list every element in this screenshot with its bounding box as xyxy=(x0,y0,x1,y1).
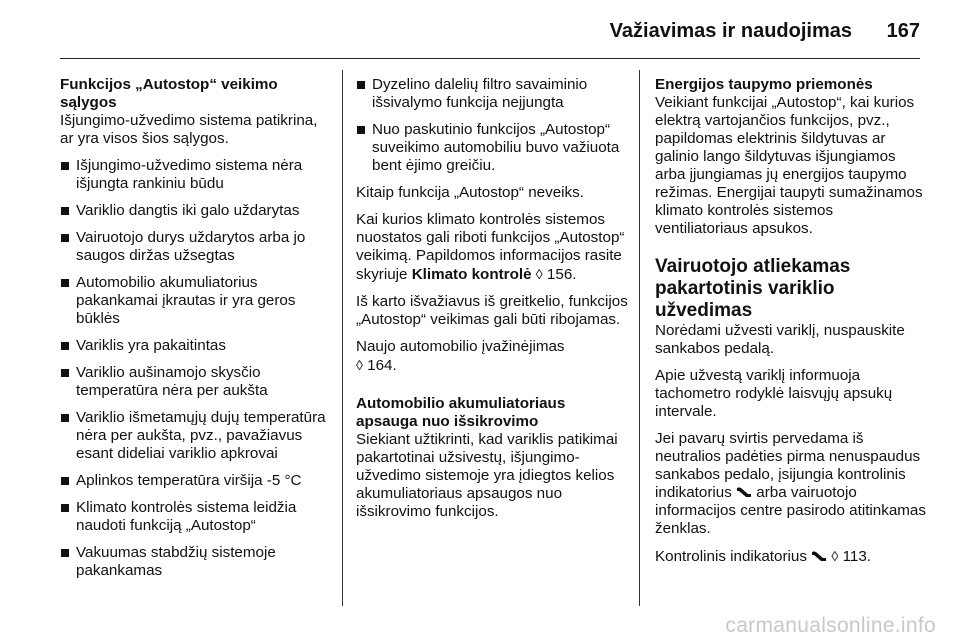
bullet-icon xyxy=(61,549,69,557)
bullet-icon xyxy=(61,207,69,215)
list-item: Dyzelino dalelių filtro savaiminio išsivalymo funkcija neįjungta xyxy=(356,76,628,112)
column-2 xyxy=(356,76,628,530)
bullet-icon xyxy=(61,504,69,512)
bullet-icon xyxy=(61,369,69,377)
list-item: Klimato kontrolės sistema leidžia naudoti funkciją „Autostop“ xyxy=(60,499,330,535)
paragraph: Norėdami užvesti variklį, nuspauskite sankabos pedalą. xyxy=(655,322,905,357)
engine-autostop-icon xyxy=(811,550,827,562)
bullet-list xyxy=(60,157,330,580)
bullet-list xyxy=(356,76,628,175)
list-item: Variklio išmetamųjų dujų temperatūra nėra per aukšta, pvz., pavažiavus esant dideliai variklio apkrovai xyxy=(60,409,330,463)
list-item: Nuo paskutinio funkcijos „Autostop“ suveikimo automobiliu buvo važiuota bent ėjimo greičiu. xyxy=(356,121,628,175)
page-number: 167 xyxy=(886,20,920,42)
bullet-icon xyxy=(357,81,365,89)
page-reference-icon: ◊ xyxy=(535,266,543,282)
bullet-icon xyxy=(61,342,69,350)
section-heading: Energijos taupymo priemonės xyxy=(655,76,873,93)
watermark: carmanualsonline.info xyxy=(725,614,936,637)
page-reference[interactable]: 113. xyxy=(842,548,872,565)
page-reference[interactable]: 156. xyxy=(546,266,577,283)
header-divider xyxy=(60,58,920,59)
list-item: Variklio dangtis iki galo uždarytas xyxy=(60,202,330,220)
list-item: Vairuotojo durys uždarytos arba jo saugos diržas užsegtas xyxy=(60,229,330,265)
paragraph: Kai kurios klimato kontrolės sistemos nuostatos gali riboti funkcijos „Autostop“ veikimą. Papildomos informacijos rasite skyriuje Klimato kontrolė ◊ 156. xyxy=(356,211,625,283)
bullet-icon xyxy=(357,126,365,134)
section-heading: Funkcijos „Autostop“ veikimo sąlygos xyxy=(60,76,278,111)
page-header xyxy=(60,0,920,60)
column-divider xyxy=(342,70,343,606)
paragraph: Kontrolinis indikatorius ◊ 113. xyxy=(655,548,872,565)
paragraph: Jei pavarų svirtis pervedama iš neutralios padėties pirma nenuspaudus sankabos pedalo, įsijungia kontrolinis indikatorius arba vairuotojo informacijos centre pasirodo atitinkamas ženklas. xyxy=(655,430,926,537)
paragraph: Kitaip funkcija „Autostop“ neveiks. xyxy=(356,184,584,201)
column-divider xyxy=(639,70,640,606)
page-reference-icon: ◊ xyxy=(831,548,839,564)
engine-autostop-icon xyxy=(736,486,752,498)
paragraph: Siekiant užtikrinti, kad variklis patikimai pakartotinai užsivestų, išjungimo-užvedimo sistemoje yra įdiegtos kelios akumuliatoriaus apsaugos nuo išsikrovimo funkcijos. xyxy=(356,431,618,520)
paragraph: Išjungimo-užvedimo sistema patikrina, ar yra visos šios sąlygos. xyxy=(60,112,318,147)
bullet-icon xyxy=(61,477,69,485)
list-item: Vakuumas stabdžių sistemoje pakankamas xyxy=(60,544,330,580)
list-item: Aplinkos temperatūra viršija -5 °C xyxy=(60,472,330,490)
page-reference[interactable]: 164. xyxy=(367,357,397,374)
bullet-icon xyxy=(61,234,69,242)
paragraph: Apie užvestą variklį informuoja tachometro rodyklė laisvųjų apsukų intervale. xyxy=(655,367,893,420)
column-3 xyxy=(655,76,930,575)
paragraph: Iš karto išvažiavus iš greitkelio, funkcijos „Autostop“ veikimas gali būti ribojamas. xyxy=(356,293,628,328)
column-1 xyxy=(60,76,330,589)
bullet-icon xyxy=(61,414,69,422)
cross-reference-link[interactable]: Klimato kontrolė xyxy=(411,266,532,283)
paragraph: Naujo automobilio įvažinėjimas ◊ 164. xyxy=(356,338,565,374)
header-title: Važiavimas ir naudojimas xyxy=(609,20,852,42)
bullet-icon xyxy=(61,162,69,170)
list-item: Variklis yra pakaitintas xyxy=(60,337,330,355)
bullet-icon xyxy=(61,279,69,287)
paragraph: Veikiant funkcijai „Autostop“, kai kurios elektrą vartojančios funkcijos, pvz., papildomas elektrinis šildytuvas ar galinio lango šildytuvas išjungiamos arba įjungiamas jų energijos taupymo režimas. Energijai taupyti sumažinamos klimato kontrolės sistemos ventiliatoriaus apsukos. xyxy=(655,94,923,237)
list-item: Variklio aušinamojo skysčio temperatūra nėra per aukšta xyxy=(60,364,330,400)
page-reference-icon: ◊ xyxy=(356,357,363,373)
section-title: Vairuotojo atliekamas pakartotinis variklio užvedimas xyxy=(655,256,851,321)
section-heading: Automobilio akumuliatoriaus apsauga nuo išsikrovimo xyxy=(356,395,566,430)
list-item: Išjungimo-užvedimo sistema nėra išjungta rankiniu būdu xyxy=(60,157,330,193)
list-item: Automobilio akumuliatorius pakankamai įkrautas ir yra geros būklės xyxy=(60,274,330,328)
